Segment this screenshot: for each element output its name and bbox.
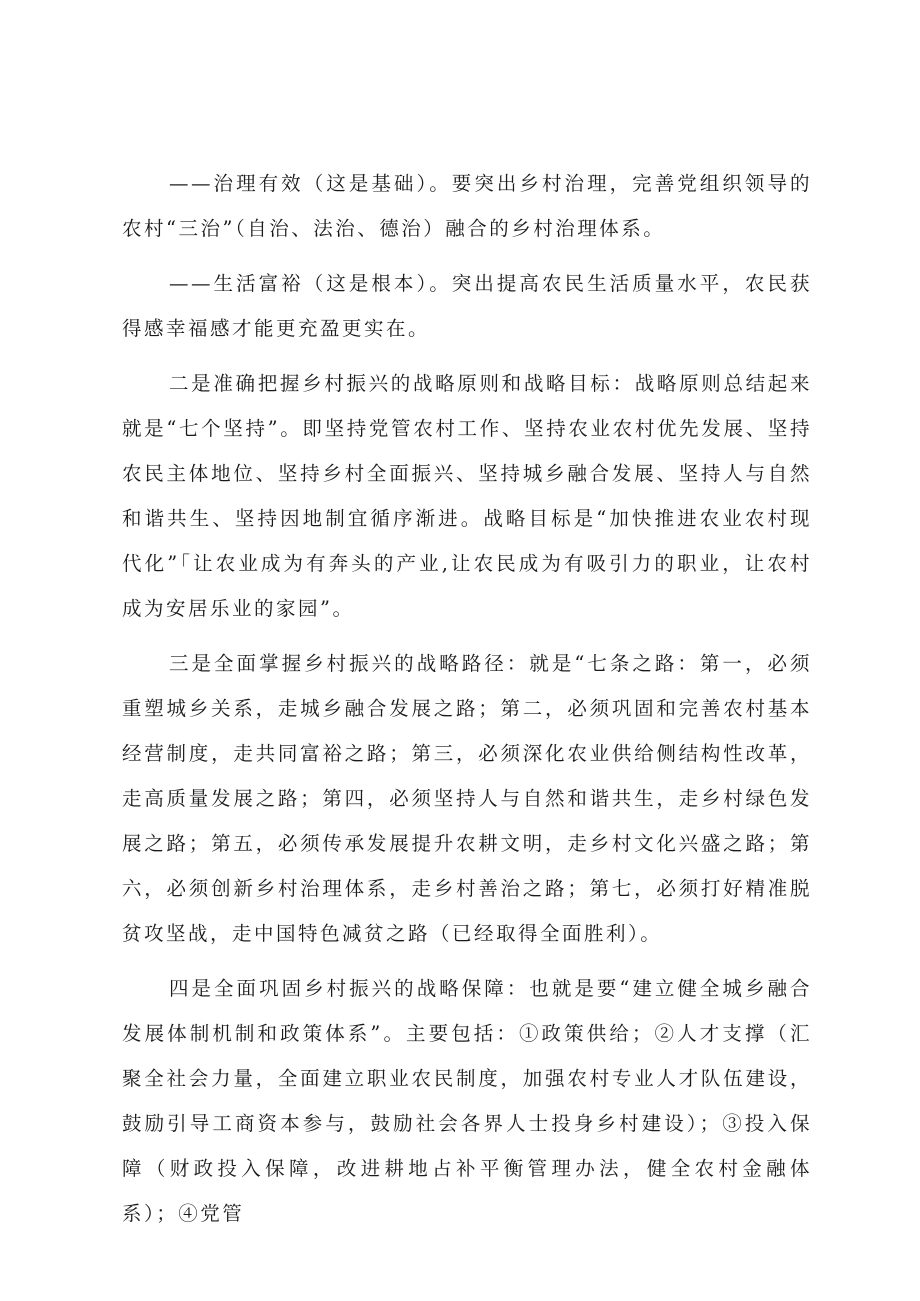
paragraph-prosperity: ——生活富裕（这是根本）。突出提高农民生活质量水平，农民获得感幸福感才能更充盈更实在。 — [122, 272, 812, 340]
paragraph-strategy-principles: 二是准确把握乡村振兴的战略原则和战略目标：战略原则总结起来就是“七个坚持”。即坚持党管农村工作、坚持农业农村优先发展、坚持农民主体地位、坚持乡村全面振兴、坚持城乡融合发展、坚持人与自然和谐共生、坚持因地制宜循序渐进。战略目标是“加快推进农业农村现代化”「让农业成为有奔头的产业,让农民成为有吸引力的职业，让农村成为安居乐业的家园”。 — [122, 372, 812, 620]
paragraph-strategy-path: 三是全面掌握乡村振兴的战略路径：就是“七条之路：第一，必须重塑城乡关系，走城乡融合发展之路；第二，必须巩固和完善农村基本经营制度，走共同富裕之路；第三，必须深化农业供给侧结构性改革，走高质量发展之路；第四，必须坚持人与自然和谐共生，走乡村绿色发展之路；第五，必须传承发展提升农耕文明，走乡村文化兴盛之路；第六，必须创新乡村治理体系，走乡村善治之路；第七，必须打好精准脱贫攻坚战，走中国特色减贫之路（已经取得全面胜利）。 — [122, 652, 812, 945]
paragraph-strategy-guarantee: 四是全面巩固乡村振兴的战略保障：也就是要“建立健全城乡融合发展体制机制和政策体系”。主要包括：①政策供给；②人才支撑（汇聚全社会力量，全面建立职业农民制度，加强农村专业人才队伍建设，鼓励引导工商资本参与，鼓励社会各界人士投身乡村建设）；③投入保障（财政投入保障，改进耕地占补平衡管理办法，健全农村金融体系）；④党管 — [122, 977, 812, 1225]
paragraph-governance: ——治理有效（这是基础）。要突出乡村治理，完善党组织领导的农村“三治”（自治、法治、德治）融合的乡村治理体系。 — [122, 172, 812, 240]
document-body — [122, 161, 812, 1246]
